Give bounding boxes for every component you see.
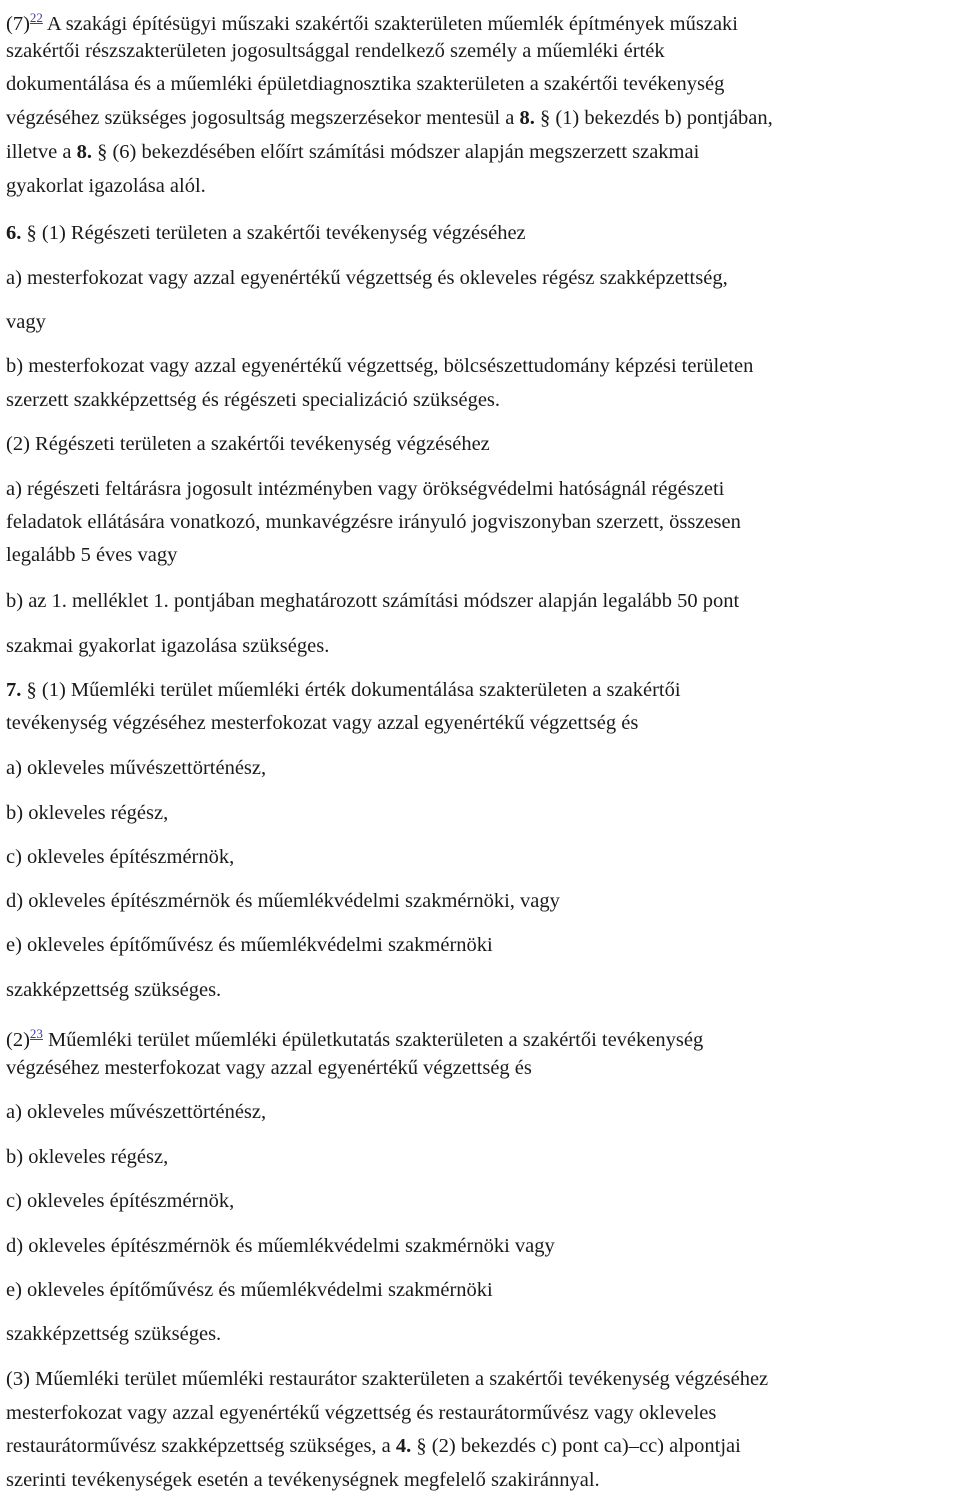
text-line xyxy=(6,543,177,567)
text-line xyxy=(6,174,206,198)
text-line xyxy=(6,845,234,869)
text-span: § (1) bekezdés b) pontjában, xyxy=(534,107,773,129)
text-span: § (6) bekezdésében előírt számítási módszer alapján megszerzett szakmai xyxy=(91,141,700,163)
text-span: dokumentálása és a műemléki épületdiagnosztika szakterületen a szakértői tevékenység xyxy=(6,73,725,95)
text-line xyxy=(6,678,681,702)
text-line xyxy=(6,477,724,501)
text-span: szakképzettség szükséges. xyxy=(6,1323,222,1345)
text-span: a) okleveles művészettörténész, xyxy=(6,757,267,779)
text-span: d) okleveles építészmérnök és műemlékvédelmi szakmérnöki vagy xyxy=(6,1235,555,1257)
text-line xyxy=(6,589,739,613)
text-span: b) okleveles régész, xyxy=(6,1146,169,1168)
text-span: a) régészeti feltárásra jogosult intézményben vagy örökségvédelmi hatóságnál régészeti xyxy=(6,478,725,500)
text-span: (2) Régészeti területen a szakértői tevékenység végzéséhez xyxy=(6,433,490,455)
text-line xyxy=(6,72,724,96)
text-span: b) mesterfokozat vagy azzal egyenértékű végzettség, bölcsészettudomány képzési területen xyxy=(6,355,754,377)
text-line xyxy=(6,388,500,412)
text-line xyxy=(6,756,266,780)
text-span: szakképzettség szükséges. xyxy=(6,979,222,1001)
section-number: 4. xyxy=(395,1435,412,1457)
text-span: (2) xyxy=(6,1029,30,1051)
text-span: szerzett szakképzettség és régészeti specializáció szükséges. xyxy=(6,389,501,411)
text-span: feladatok ellátására vonatkozó, munkavégzésre irányuló jogviszonyban szerzett, összesen xyxy=(6,511,741,533)
text-line xyxy=(6,801,168,825)
text-line xyxy=(6,432,490,456)
section-number: 8. xyxy=(519,107,535,129)
text-line xyxy=(6,354,753,378)
text-line xyxy=(6,933,493,957)
text-span: e) okleveles építőművész és műemlékvédelmi szakmérnöki xyxy=(6,934,493,956)
text-line xyxy=(6,1056,532,1080)
text-span: szakmai gyakorlat igazolása szükséges. xyxy=(6,635,330,657)
text-line xyxy=(6,1234,555,1258)
text-line xyxy=(6,221,526,245)
text-span: illetve a xyxy=(6,141,77,163)
text-span: b) az 1. melléklet 1. pontjában meghatározott számítási módszer alapján legalább 50 pont xyxy=(6,590,740,612)
text-span: c) okleveles építészmérnök, xyxy=(6,846,235,868)
text-line xyxy=(6,510,741,534)
text-line xyxy=(6,6,738,36)
text-span: szakértői részszakterületen jogosultsággal rendelkező személy a műemléki érték xyxy=(6,40,665,62)
text-span: legalább 5 éves vagy xyxy=(6,544,178,566)
text-line xyxy=(6,1434,741,1458)
text-span: mesterfokozat vagy azzal egyenértékű végzettség és restaurátorművész vagy okleveles xyxy=(6,1402,717,1424)
text-span: e) okleveles építőművész és műemlékvédelmi szakmérnöki xyxy=(6,1279,493,1301)
text-line xyxy=(6,106,773,130)
footnote-23-link[interactable]: 23 xyxy=(29,1026,43,1041)
section-number: 6. xyxy=(6,222,22,244)
text-span: vagy xyxy=(6,311,46,333)
text-span: végzéséhez szükséges jogosultság megszerzésekor mentesül a xyxy=(6,107,520,129)
text-span: a) mesterfokozat vagy azzal egyenértékű végzettség és okleveles régész szakképzettség, xyxy=(6,267,728,289)
text-span: d) okleveles építészmérnök és műemlékvédelmi szakmérnöki, vagy xyxy=(6,890,560,912)
text-line xyxy=(6,1145,168,1169)
text-line xyxy=(6,1189,234,1213)
text-line xyxy=(6,1401,716,1425)
text-line xyxy=(6,1322,221,1346)
text-span: (3) Műemléki terület műemléki restaurátor szakterületen a szakértői tevékenység végzéséhez xyxy=(6,1368,769,1390)
text-span: tevékenység végzéséhez mesterfokozat vagy azzal egyenértékű végzettség és xyxy=(6,712,639,734)
text-line xyxy=(6,1367,768,1391)
text-span: szerinti tevékenységek esetén a tevékenységnek megfelelő szakiránnyal. xyxy=(6,1469,600,1491)
footnote-22-link[interactable]: 22 xyxy=(29,10,43,25)
text-span: § (2) bekezdés c) pont ca)–cc) alpontjai xyxy=(411,1435,741,1457)
section-number: 7. xyxy=(6,679,22,701)
text-span: § (1) Műemléki terület műemléki érték dokumentálása szakterületen a szakértői xyxy=(21,679,681,701)
text-line xyxy=(6,889,560,913)
text-line xyxy=(6,1468,600,1492)
text-line xyxy=(6,39,665,63)
text-span: c) okleveles építészmérnök, xyxy=(6,1190,235,1212)
text-span: gyakorlat igazolása alól. xyxy=(6,175,206,197)
text-line xyxy=(6,140,699,164)
text-span: b) okleveles régész, xyxy=(6,802,169,824)
text-span: végzéséhez mesterfokozat vagy azzal egyenértékű végzettség és xyxy=(6,1057,532,1079)
text-span: (7) xyxy=(6,13,30,35)
text-span: A szakági építésügyi műszaki szakértői szakterületen műemlék építmények műszaki xyxy=(42,13,738,35)
text-line xyxy=(6,1100,266,1124)
text-line xyxy=(6,978,221,1002)
text-span: § (1) Régészeti területen a szakértői tevékenység végzéséhez xyxy=(21,222,526,244)
text-line xyxy=(6,266,728,290)
section-number: 8. xyxy=(76,141,92,163)
text-span: Műemléki terület műemléki épületkutatás szakterületen a szakértői tevékenység xyxy=(42,1029,704,1051)
text-span: a) okleveles művészettörténész, xyxy=(6,1101,267,1123)
text-line xyxy=(6,711,638,735)
text-span: restaurátorművész szakképzettség szükséges, a xyxy=(6,1435,396,1457)
text-line xyxy=(6,310,46,334)
text-line xyxy=(6,1278,493,1302)
text-line xyxy=(6,634,329,658)
text-line xyxy=(6,1022,703,1052)
